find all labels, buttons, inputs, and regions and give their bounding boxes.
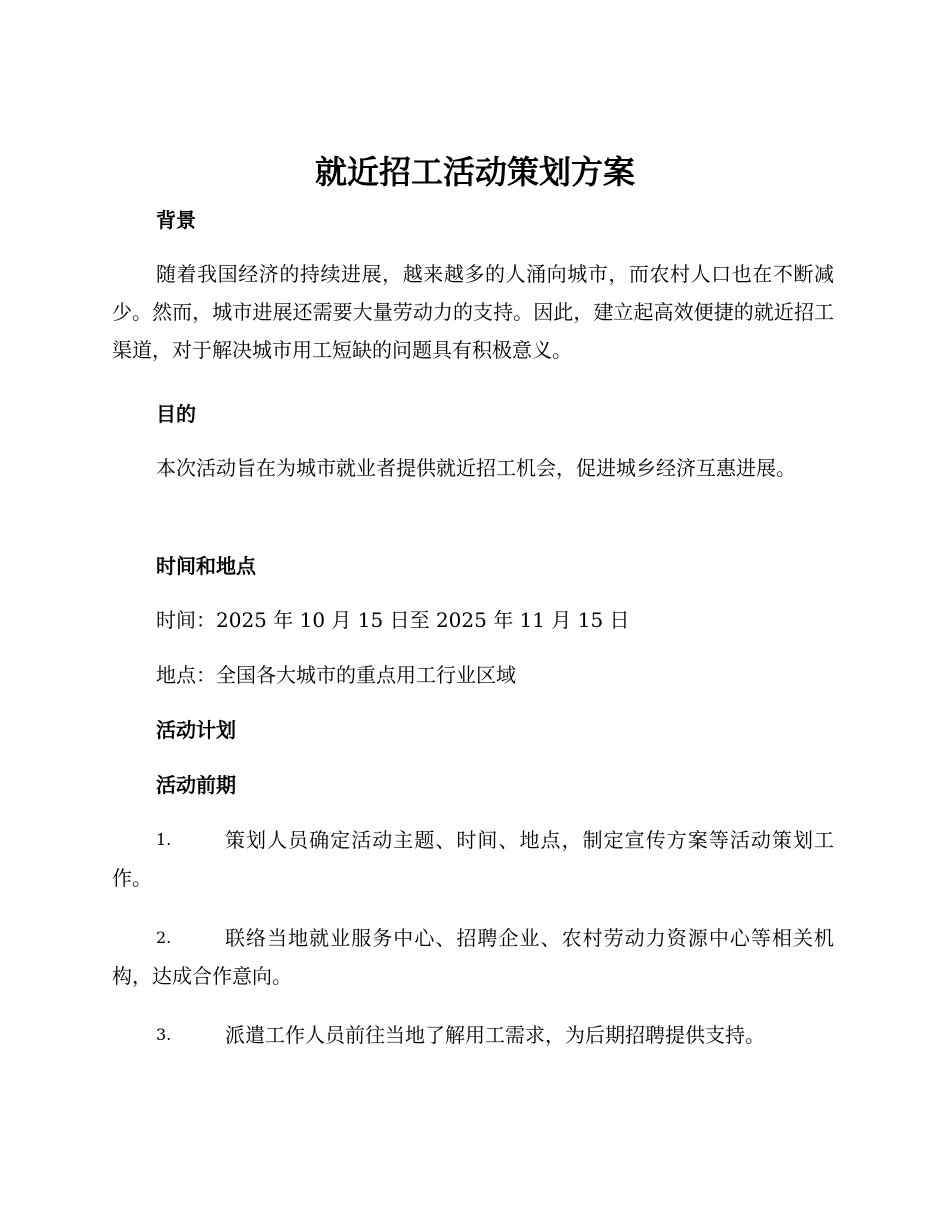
document-title: 就近招工活动策划方案 [314,153,635,191]
list-item-number: 3. [156,1025,172,1044]
heading-time-place: 时间和地点 [156,554,256,578]
list-item [112,821,834,897]
time-line: 时间：2025 年 10 月 15 日至 2025 年 11 月 15 日 [156,608,630,632]
list-item-text: 联络当地就业服务中心、招聘企业、农村劳动力资源中心等相关机构，达成合作意向。 [112,926,834,988]
paragraph-background: 随着我国经济的持续进展，越来越多的人涌向城市，而农村人口也在不断减少。然而，城市进展还需要大量劳动力的支持。因此，建立起高效便捷的就近招工渠道，对于解决城市用工短缺的问题具有积极意义。 [112,262,834,362]
place-line: 地点：全国各大城市的重点用工行业区域 [156,663,516,687]
list-item-number: 1. [156,830,172,849]
list-item-number: 2. [156,928,172,947]
list-item [112,919,834,995]
subheading-early-stage: 活动前期 [156,773,236,797]
list-item-text: 派遣工作人员前往当地了解用工需求，为后期招聘提供支持。 [225,1023,765,1047]
heading-activity-plan: 活动计划 [156,718,236,742]
list-item-text: 策划人员确定活动主题、时间、地点，制定宣传方案等活动策划工作。 [112,828,834,890]
heading-background: 背景 [156,208,196,232]
paragraph-purpose: 本次活动旨在为城市就业者提供就近招工机会，促进城乡经济互惠进展。 [156,456,796,480]
heading-purpose: 目的 [156,402,196,426]
list-item [112,1016,834,1054]
